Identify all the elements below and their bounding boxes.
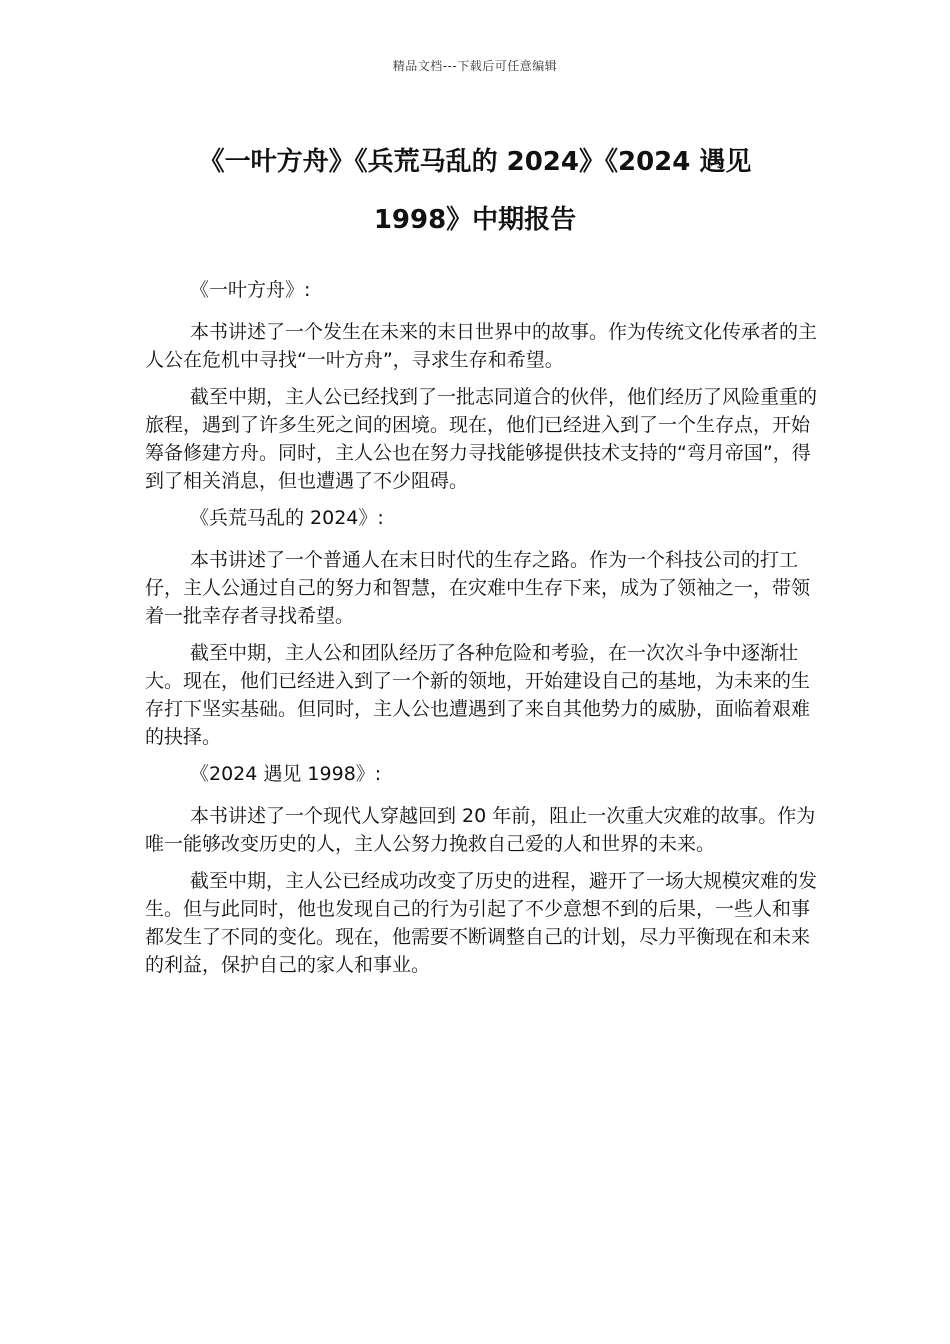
paragraph: 截至中期，主人公已经找到了一批志同道合的伙伴，他们经历了风险重重的旅程，遇到了许多生死之间的困境。现在，他们已经进入到了一个生存点，开始筹备修建方舟。同时，主人公也在努力寻找能够提供技术支持的“弯月帝国”，得到了相关消息，但也遭遇了不少阻碍。 — [145, 386, 818, 492]
section-binghuang-maluan — [145, 504, 825, 751]
title-line-2: 1998》中期报告 — [373, 205, 577, 235]
paragraph: 本书讲述了一个发生在未来的末日世界中的故事。作为传统文化传承者的主人公在危机中寻找“一叶方舟”，寻求生存和希望。 — [145, 321, 818, 371]
paragraph: 截至中期，主人公和团队经历了各种危险和考验，在一次次斗争中逐渐壮大。现在，他们已经进入到了一个新的领地，开始建设自己的基地，为未来的生存打下坚实基础。但同时，主人公也遭遇到了来自其他势力的威胁，面临着艰难的抉择。 — [145, 642, 811, 748]
section-heading: 《一叶方舟》: — [190, 279, 311, 301]
section-heading: 《兵荒马乱的 2024》: — [190, 507, 384, 529]
title-line-1: 《一叶方舟》《兵荒马乱的 2024》《2024 遇见 — [198, 147, 752, 177]
document-title — [150, 133, 800, 249]
paragraph: 本书讲述了一个现代人穿越回到 20 年前，阻止一次重大灾难的故事。作为唯一能够改变历史的人，主人公努力挽救自己爱的人和世界的未来。 — [145, 805, 816, 855]
paragraph: 本书讲述了一个普通人在末日时代的生存之路。作为一个科技公司的打工仔，主人公通过自己的努力和智慧，在灾难中生存下来，成为了领袖之一，带领着一批幸存者寻找希望。 — [145, 549, 811, 627]
document-body — [145, 276, 825, 988]
section-2024-yujian-1998 — [145, 760, 825, 979]
section-heading: 《2024 遇见 1998》: — [190, 763, 382, 785]
paragraph: 截至中期，主人公已经成功改变了历史的进程，避开了一场大规模灾难的发生。但与此同时，他也发现自己的行为引起了不少意想不到的后果，一些人和事都发生了不同的变化。现在，他需要不断调整自己的计划，尽力平衡现在和未来的利益，保护自己的家人和事业。 — [145, 870, 818, 976]
section-yiye-fangzhou — [145, 276, 825, 495]
page-header-watermark: 精品文档---下载后可任意编辑 — [392, 59, 558, 73]
